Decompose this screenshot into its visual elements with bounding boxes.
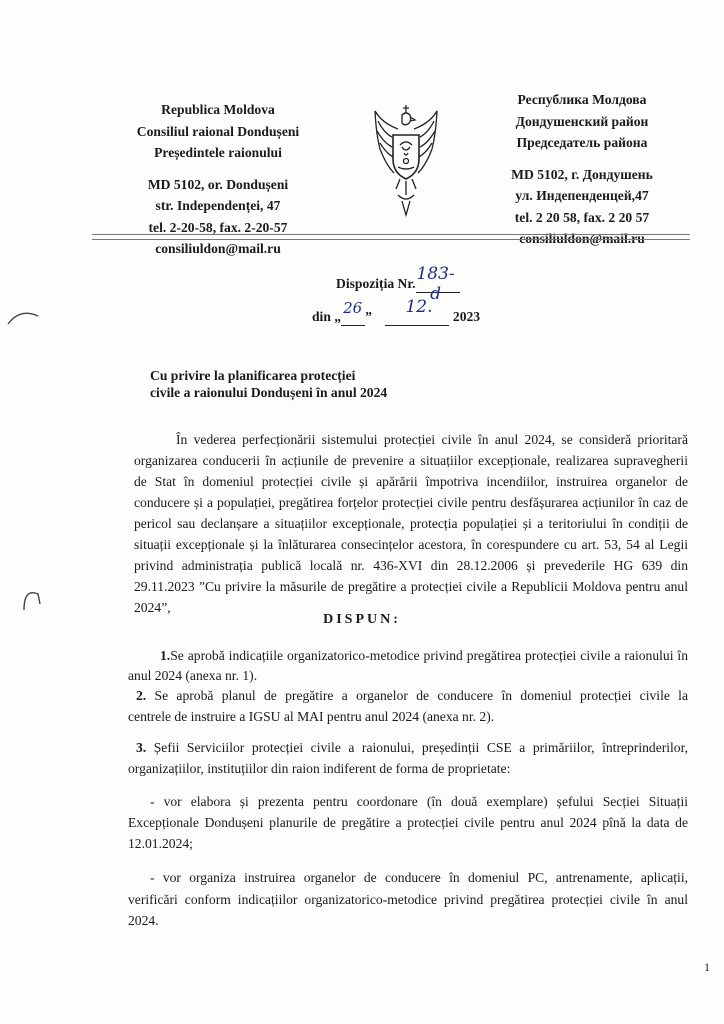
bullet-2-line: - vor organiza instruirea organelor de conducere în domeniul PC, antrenamente, aplicații, xyxy=(150,870,688,885)
date-month-handwritten: 12. xyxy=(405,297,433,317)
item-1-line: anul 2024 (anexa nr. 1). xyxy=(128,668,258,683)
item-1-number: 1. xyxy=(160,648,171,663)
header-right-country: Республика Молдова xyxy=(517,92,647,107)
date-year: 2023 xyxy=(452,309,481,324)
date-prefix: din „ xyxy=(312,309,342,324)
binder-hole-mark xyxy=(6,306,46,330)
item-2-line: centrele de instruire a IGSU al MAI pentru anul 2024 (anexa nr. 2). xyxy=(128,709,495,724)
date-separator: ” xyxy=(365,309,372,324)
document-title xyxy=(150,367,387,401)
item-3-number: 3. xyxy=(136,740,147,755)
title-line: Cu privire la planificarea protecției xyxy=(150,368,356,383)
header-left-email: consiliuldon@mail.ru xyxy=(155,241,281,256)
preamble-line: 2024”, xyxy=(134,600,171,615)
header-right-phone: tel. 2 20 58, fax. 2 20 57 xyxy=(514,209,650,225)
preamble-line: 29.11.2023 ”Cu privire la măsurile de pregătire a protecției civile a Republicii Moldova pentru anul xyxy=(134,579,688,594)
preamble-line: În vederea perfecționării sistemului protecției civile în anul 2024, se consideră prioritară xyxy=(176,432,688,447)
date-day-handwritten: 26 xyxy=(343,299,363,317)
preamble-line: de Stat în domeniul protecției civile și apărării împotriva incendiilor, instruirea organelor de xyxy=(134,474,688,489)
disposition-number-line xyxy=(336,264,460,304)
bullet-1-line: 12.01.2024; xyxy=(128,836,193,851)
item-2-number: 2. xyxy=(136,688,147,703)
coat-of-arms-icon xyxy=(372,103,440,221)
header-left-council: Consiliul raional Dondușeni xyxy=(136,123,300,139)
preamble-line: organizarea conducerii în acțiunile de prevenire a situațiilor excepționale, realizarea supravegherii xyxy=(134,453,688,468)
header-divider-bottom xyxy=(92,239,690,240)
disposition-date-line xyxy=(312,297,481,326)
header-left-postal: MD 5102, or. Dondușeni xyxy=(147,176,289,192)
bullet-2-line: verificări conform indicațiilor organizatorico-metodice privind pregătirea protecției civile în anul xyxy=(128,892,688,907)
header-right-email: consiliuldon@mail.ru xyxy=(519,231,645,246)
header-right-postal: MD 5102, г. Дондушень xyxy=(511,166,653,182)
dispun-heading: DISPUN: xyxy=(323,612,401,627)
item-1-line xyxy=(160,648,688,664)
header-right-block xyxy=(496,89,668,250)
item-3-text: Șefii Serviciilor protecției civile a raionului, președinții CSE a primăriilor, întreprinderilor, xyxy=(146,740,688,755)
header-left-office: Președintele raionului xyxy=(154,145,282,160)
title-line: civile a raionului Dondușeni în anul 2024 xyxy=(150,385,388,400)
item-3-line xyxy=(136,740,688,756)
bullet-2-line: 2024. xyxy=(128,913,159,928)
header-right-district: Дондушенский район xyxy=(515,113,649,129)
disposition-number-handwritten: 183-d xyxy=(416,264,455,304)
binder-hole-mark xyxy=(18,584,46,614)
item-3-line: organizațiilor, instituțiilor din raion indiferent de forma de proprietate: xyxy=(128,761,511,776)
header-right-street: ул. Индепенденцей,47 xyxy=(515,188,649,203)
item-2-line xyxy=(136,688,688,704)
item-1-text: Se aprobă indicațiile organizatorico-metodice privind pregătirea protecției civile a raionului în xyxy=(170,648,688,663)
bullet-1-line: Excepționale Dondușeni planurile de pregătire a protecției civile pentru anul 2024 pînă la data de xyxy=(128,815,688,830)
header-left-country: Republica Moldova xyxy=(161,102,275,117)
page-number: 1 xyxy=(704,960,710,974)
header-left-street: str. Independenței, 47 xyxy=(155,198,281,213)
header-left-phone: tel. 2-20-58, fax. 2-20-57 xyxy=(148,219,288,235)
preamble-line: conducere și a populației, pregătirea forțelor protecției civile pentru desfășurarea acțiunilor în caz de xyxy=(134,495,688,510)
item-2-text: Se aprobă planul de pregătire a organelor de conducere în domeniul protecției civile la xyxy=(146,688,688,703)
preamble-line: pericol sau declanșare a situațiilor excepționale, protecția populației și a teritoriului în condiții de xyxy=(134,516,688,531)
preamble-line: situații excepționale și la înlăturarea consecințelor acestora, în corespundere cu art. 53, 54 al Legii xyxy=(134,537,688,552)
bullet-1-line: - vor elabora și prezenta pentru coordonare (în două exemplare) șefului Secției Situații xyxy=(150,794,688,809)
preamble-line: privind administrația publică locală nr. 436-XVI din 28.12.2006 și prevederile HG 639 din xyxy=(134,558,688,573)
header-divider-top xyxy=(92,234,690,235)
disposition-label: Dispoziția Nr. xyxy=(336,276,416,291)
header-left-block xyxy=(112,99,324,260)
header-right-office: Председатель района xyxy=(516,135,648,150)
